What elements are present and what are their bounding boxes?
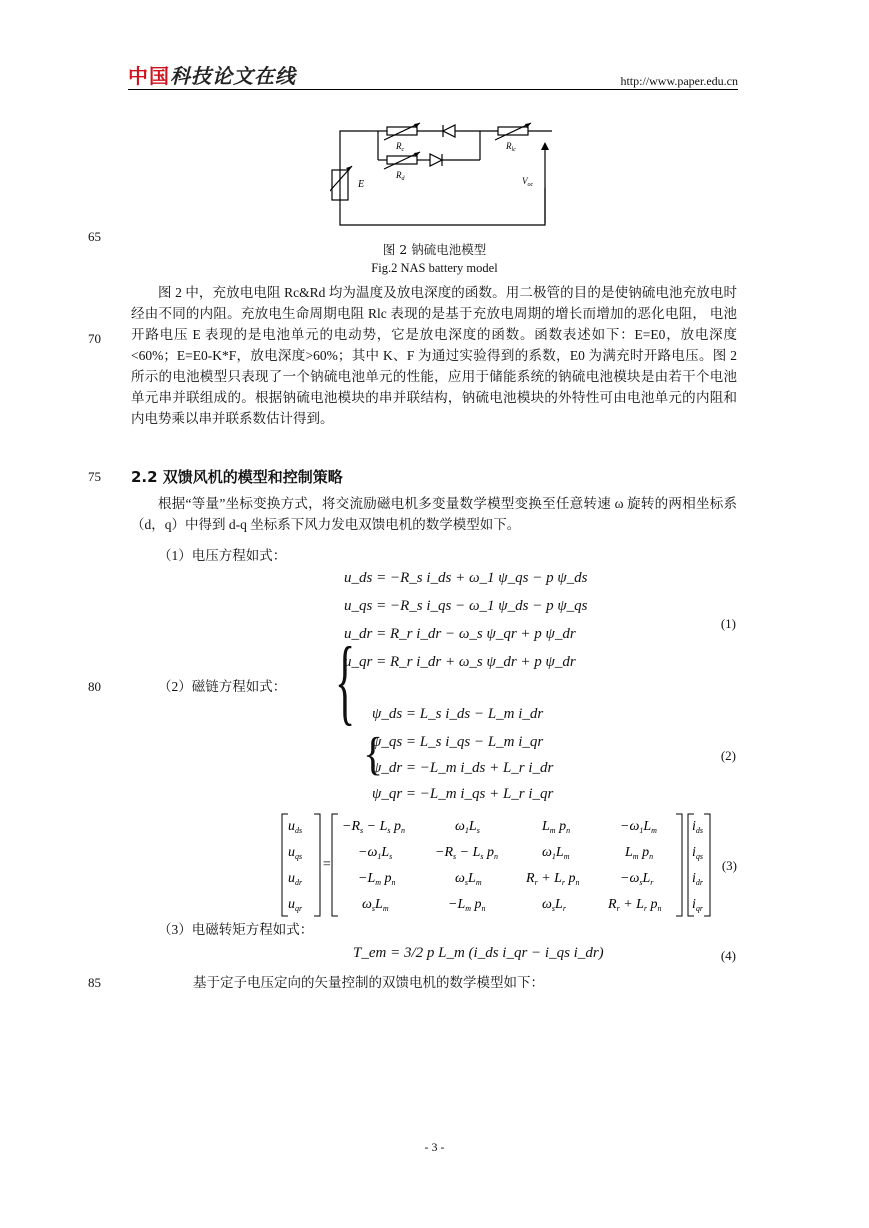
svg-text:ids: $i_{ds}$ xyxy=(692,819,704,835)
line-number: 75 xyxy=(88,469,101,484)
equation-number: (4) xyxy=(720,948,736,963)
flux-eq-intro: （2）磁链方程如式： xyxy=(158,679,287,694)
svg-text:Lm pn: $L_m$ $p_n$ xyxy=(625,845,654,861)
svg-text:−Rs − Ls pn: $-R_s - L_s$ $p_n$ xyxy=(435,845,498,861)
nas-battery-circuit-diagram xyxy=(330,118,560,228)
brace: { xyxy=(335,630,356,736)
label-rd: $R_d$ xyxy=(396,170,405,182)
voltage-eq-intro: （1）电压方程如式： xyxy=(158,548,287,563)
paragraph-battery-model: 图 2 中，充放电电阻 Rc&Rd 均为温度及放电深度的函数。用二极管的目的是使钠硫电池充放电时经由不同的内阻。充放电生命周期电阻 Rlc 表现的是基于充放电周期的增长而增加的恶化电阻， 电池开路电压 E 表现的是电池单元的电动势，它是放电深度的函数。函数表述如下：E=E0，放电深度<60%；E=E0-K*F，放电深度>60%；其中 K、F 为通过实验得到的系数，E0 为满充时开路电压。图 2 所示的电池模型只表现了一个钠硫电池单元的性能，应用于储能系统的钠硫电池模块是由若干个电池单元串并联组成的。根据钠硫电池模块的串并联结构，钠硫电池模块的外特性可由电池单元的内阻和内电势乘以串并联系数估计得到。 xyxy=(131,285,737,426)
svg-text:−Lm pn: $-L_m$ $p_n$ xyxy=(448,897,486,913)
svg-text:uqr: $u_{qr}$ xyxy=(288,897,303,913)
brace: { xyxy=(363,729,384,781)
vector-control-intro: 基于定子电压定向的矢量控制的双馈电机的数学模型如下： xyxy=(193,975,544,990)
figure-caption-cn: 图 2 钠硫电池模型 xyxy=(382,242,487,257)
line-number: 80 xyxy=(88,679,101,694)
equation-1-line: u_qs = −R_s i_qs − ω_1 ψ_ds − p ψ_qs xyxy=(344,598,588,614)
journal-logo: 中国科技论文在线 xyxy=(128,64,296,88)
figure-caption-en: Fig.2 NAS battery model xyxy=(371,261,498,275)
equation-4: T_em = 3/2 p L_m (i_ds i_qr − i_qs i_dr) xyxy=(353,945,604,961)
label-voc: $V_{oc}$ xyxy=(522,176,534,188)
svg-text:ωsLm: $\omega_sL_m$ xyxy=(455,871,482,887)
equation-1-line: u_dr = R_r i_dr − ω_s ψ_qr + p ψ_dr xyxy=(344,626,576,642)
svg-text:iqr: $i_{qr}$ xyxy=(692,897,704,913)
equation-1-line: u_ds = −R_s i_ds + ω_1 ψ_qs − p ψ_ds xyxy=(344,570,588,586)
svg-text:Rr + Lr pn: $R_r + L_r$ $p_n$ xyxy=(526,871,580,887)
svg-text:=: = xyxy=(322,857,332,872)
equation-1-line: u_qr = R_r i_dr + ω_s ψ_dr + p ψ_dr xyxy=(344,654,576,670)
torque-eq-intro: （3）电磁转矩方程如式： xyxy=(158,922,314,937)
header-url[interactable]: http://www.paper.edu.cn xyxy=(620,74,738,88)
svg-text:ωsLr: $\omega_sL_r$ xyxy=(542,897,566,913)
header-rule xyxy=(128,89,738,90)
svg-text:uds: $u_{ds}$ xyxy=(288,819,303,835)
svg-text:ω1Ls: $\omega_1L_s$ xyxy=(455,819,480,835)
equation-2-line: ψ_qs = L_s i_qs − L_m i_qr xyxy=(372,734,544,750)
equation-number: (3) xyxy=(721,858,737,873)
equation-2-line: ψ_qr = −L_m i_qs + L_r i_qr xyxy=(372,786,554,802)
svg-text:−ω1Lm: $-\omega_1L_m$ xyxy=(620,819,657,835)
svg-text:Lm pn: $L_m$ $p_n$ xyxy=(542,819,571,835)
paragraph-coordinate-transform: 根据“等量”坐标变换方式，将交流励磁电机多变量数学模型变换至任意转速 ω 旋转的两相坐标系（d，q）中得到 d-q 坐标系下风力发电双馈电机的数学模型如下。 xyxy=(131,496,737,532)
label-rlc: $R_{lc}$ xyxy=(506,141,516,153)
svg-text:ωsLm: $\omega_sL_m$ xyxy=(362,897,389,913)
label-rc: $R_c$ xyxy=(396,141,405,153)
section-heading: 2.2 双馈风机的模型和控制策略 xyxy=(131,468,343,486)
label-e: E xyxy=(358,179,365,190)
svg-text:−Rs − Ls pn: $-R_s - L_s$ $p_n$ xyxy=(342,819,405,835)
svg-text:idr: $i_{dr}$ xyxy=(692,871,704,887)
equation-2-line: ψ_ds = L_s i_ds − L_m i_dr xyxy=(372,706,544,722)
svg-text:iqs: $i_{qs}$ xyxy=(692,845,704,861)
equation-3-matrix xyxy=(280,812,740,922)
equation-number: (1) xyxy=(720,616,736,631)
page-number: - 3 - xyxy=(424,1140,445,1154)
svg-text:−Lm pn: $-L_m$ $p_n$ xyxy=(358,871,396,887)
svg-text:−ω1Ls: $-\omega_1L_s$ xyxy=(358,845,393,861)
line-number: 70 xyxy=(88,331,101,346)
svg-text:uqs: $u_{qs}$ xyxy=(288,845,303,861)
svg-text:ω1Lm: $\omega_1L_m$ xyxy=(542,845,570,861)
svg-text:Rr + Lr pn: $R_r + L_r$ $p_n$ xyxy=(608,897,662,913)
line-number: 85 xyxy=(88,975,101,990)
svg-text:udr: $u_{dr}$ xyxy=(288,871,303,887)
equation-number: (2) xyxy=(720,748,736,763)
line-number: 65 xyxy=(88,229,101,244)
equation-2-line: ψ_dr = −L_m i_ds + L_r i_dr xyxy=(372,760,554,776)
svg-text:−ωsLr: $-\omega_sL_r$ xyxy=(620,871,654,887)
